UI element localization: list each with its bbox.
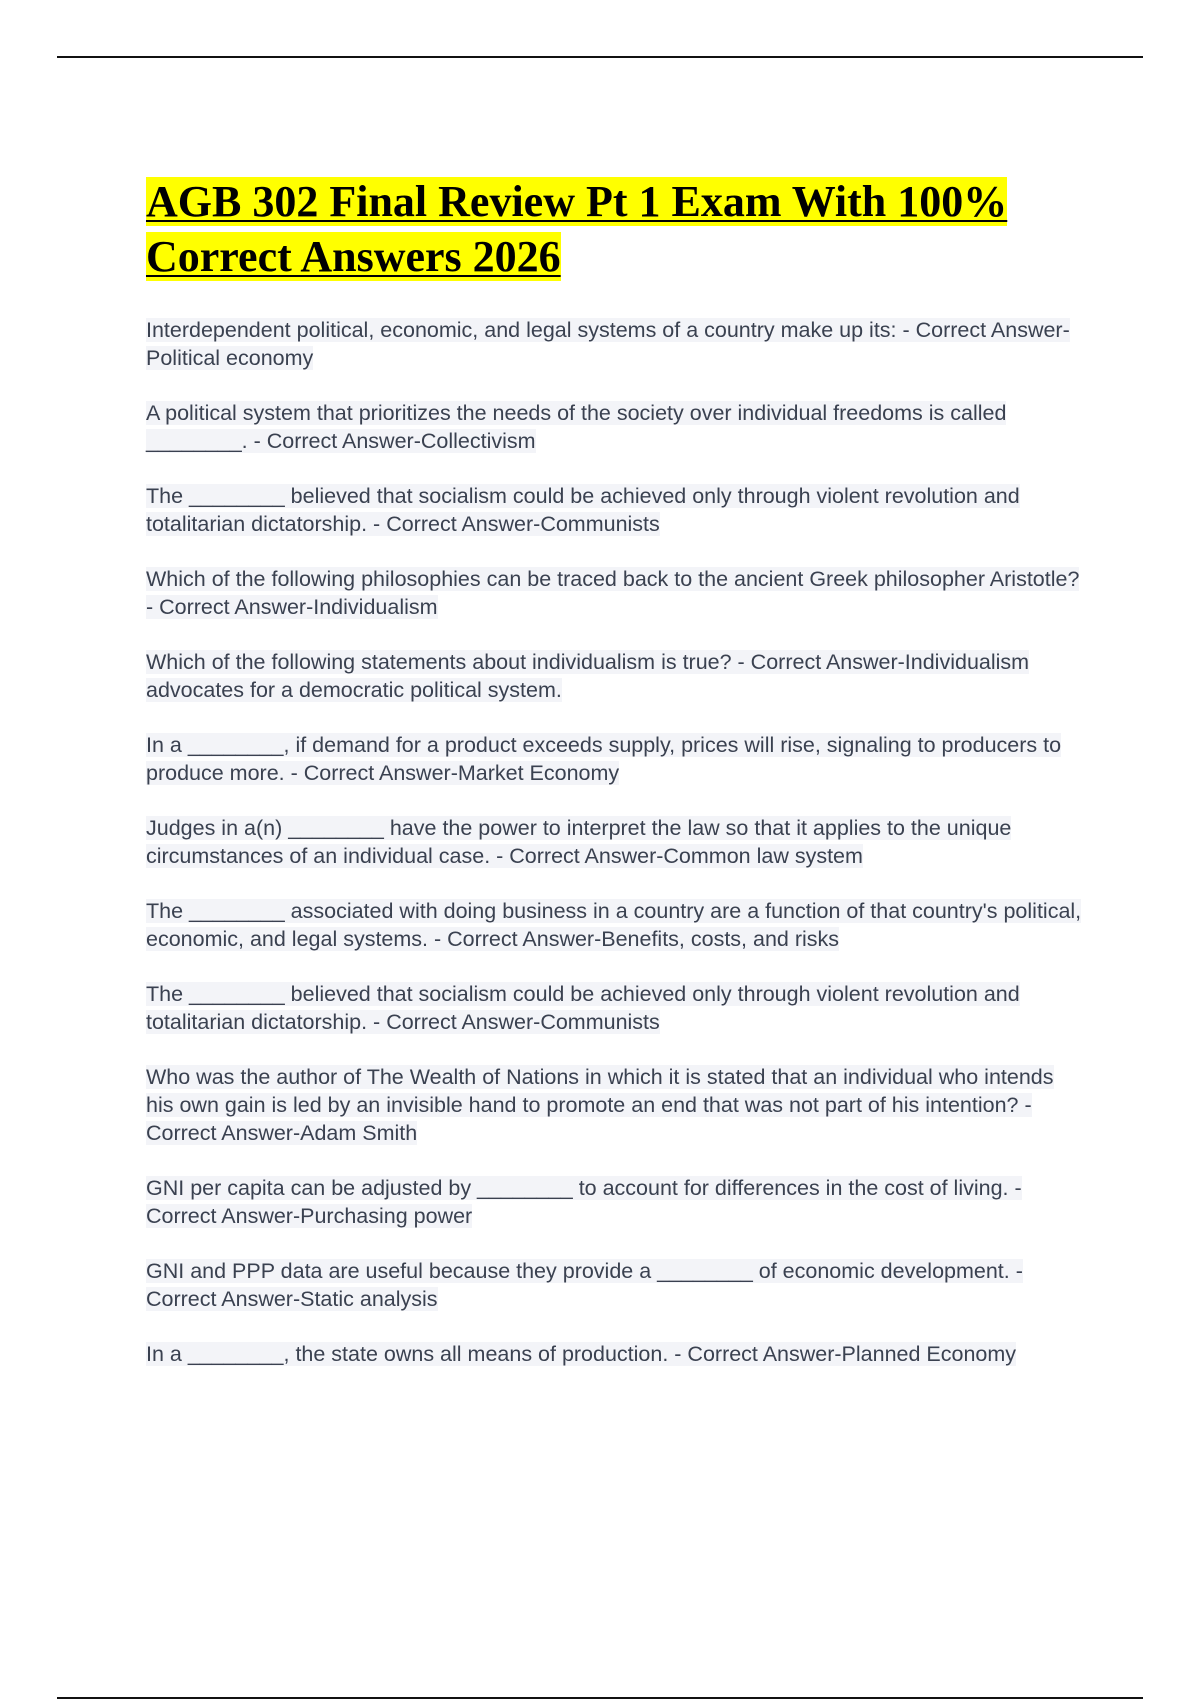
top-rule: [57, 56, 1143, 58]
qa-item: In a ________, the state owns all means of production. - Correct Answer-Planned Economy: [146, 1342, 1017, 1366]
document-body: [146, 174, 1086, 1395]
document-title-text: AGB 302 Final Review Pt 1 Exam With 100% Correct Answers 2026: [146, 177, 1008, 281]
qa-item: GNI and PPP data are useful because they provide a ________ of economic development. - Correct Answer-Static analysis: [146, 1259, 1023, 1311]
qa-item: The ________ associated with doing business in a country are a function of that country's political, economic, and legal systems. - Correct Answer-Benefits, costs, and risks: [146, 899, 1082, 951]
document-title: [146, 174, 1086, 284]
qa-item: A political system that prioritizes the needs of the society over individual freedoms is called ________. - Correct Answer-Collectivism: [146, 401, 1007, 453]
bottom-rule: [57, 1697, 1143, 1699]
qa-item: Interdependent political, economic, and legal systems of a country make up its: - Correct Answer-Political economy: [146, 318, 1070, 370]
qa-item: Who was the author of The Wealth of Nations in which it is stated that an individual who intends his own gain is led by an invisible hand to promote an end that was not part of his intention? - Correct Answer-Adam Smith: [146, 1065, 1054, 1145]
qa-item: GNI per capita can be adjusted by ________ to account for differences in the cost of living. - Correct Answer-Purchasing power: [146, 1176, 1022, 1228]
qa-item: In a ________, if demand for a product exceeds supply, prices will rise, signaling to producers to produce more. - Correct Answer-Market Economy: [146, 733, 1062, 785]
qa-item: The ________ believed that socialism could be achieved only through violent revolution and totalitarian dictatorship. - Correct Answer-Communists: [146, 982, 1020, 1034]
qa-list: [146, 316, 1086, 1368]
qa-item: Judges in a(n) ________ have the power to interpret the law so that it applies to the unique circumstances of an individual case. - Correct Answer-Common law system: [146, 816, 1012, 868]
qa-item: Which of the following philosophies can be traced back to the ancient Greek philosopher Aristotle? - Correct Answer-Individualism: [146, 567, 1080, 619]
qa-item: Which of the following statements about individualism is true? - Correct Answer-Individualism advocates for a democratic political system.: [146, 650, 1030, 702]
qa-item: The ________ believed that socialism could be achieved only through violent revolution and totalitarian dictatorship. - Correct Answer-Communists: [146, 484, 1020, 536]
